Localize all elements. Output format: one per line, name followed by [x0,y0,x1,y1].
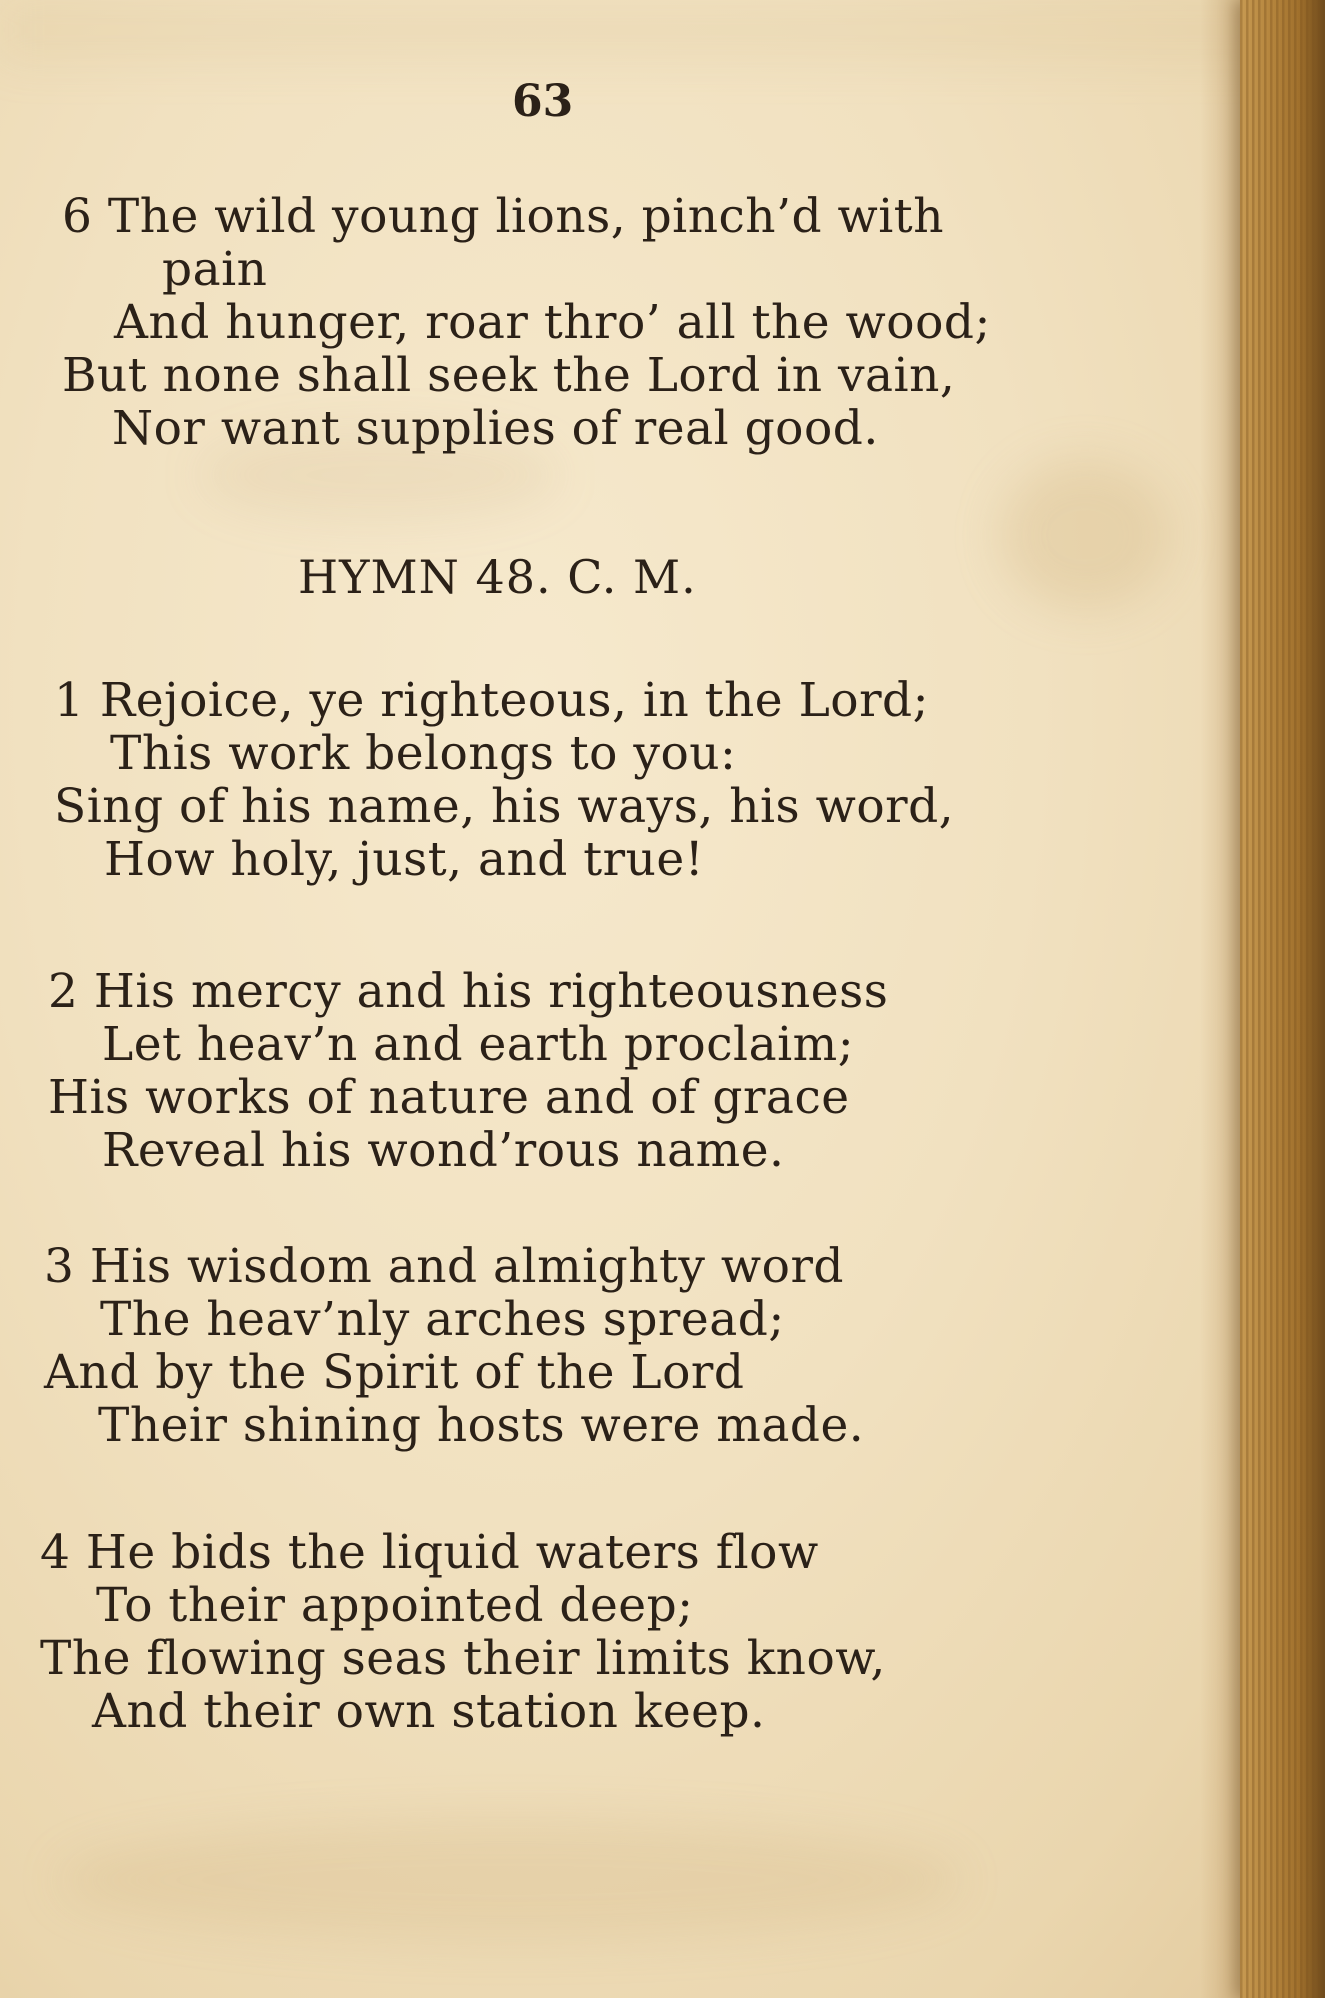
verse-line-text: Let heav’n and earth proclaim; [102,1017,855,1072]
verse-line-text: And their own station keep. [92,1684,766,1739]
verse-line [48,965,888,1018]
verse-line-text: The flowing seas their limits know, [40,1631,886,1686]
verse-line [40,1685,886,1738]
verse-line [44,1293,864,1346]
verse-line-text: To their appointed deep; [96,1578,694,1633]
verse-line-text: Their shining hosts were made. [98,1398,865,1453]
verse-line-text: Rejoice, ye righteous, in the Lord; [99,673,929,728]
verse-line [62,243,991,296]
verse-number: 2 [48,964,79,1019]
verse-line [62,349,991,402]
verse-6 [62,190,991,455]
verse-line [54,780,954,833]
verse-number: 6 [62,189,93,244]
verse-line-text: How holy, just, and true! [104,832,705,887]
verse-line [62,402,991,455]
verse-line-text: Nor want supplies of real good. [112,401,879,456]
verse-line-text: The wild young lions, pinch’d with [107,189,944,244]
verse-line [54,727,954,780]
verse-4 [40,1526,886,1738]
page-stain [60,1820,960,1940]
page-stain [1000,460,1170,610]
verse-3 [44,1240,864,1452]
verse-line [62,190,991,243]
verse-line-text: His works of nature and of grace [48,1070,850,1125]
hymn-title: HYMN 48. C. M. [298,550,697,604]
verse-line-text: His mercy and his righteousness [93,964,889,1019]
verse-line-text: He bids the liquid waters flow [85,1525,819,1580]
verse-line-text: And by the Spirit of the Lord [44,1345,745,1400]
verse-line [44,1399,864,1452]
verse-line-text: This work belongs to you: [110,726,737,781]
verse-line-text: His wisdom and almighty word [89,1239,844,1294]
page-edge [1240,0,1325,1998]
verse-line [48,1071,888,1124]
verse-line [62,296,991,349]
verse-1 [54,674,954,886]
verse-line [40,1526,886,1579]
verse-line [54,833,954,886]
page-number: 63 [512,76,574,127]
verse-line-text: Sing of his name, his ways, his word, [54,779,955,834]
page-stain [0,0,1325,60]
verse-2 [48,965,888,1177]
verse-line-text: Reveal his wond’rous name. [102,1123,785,1178]
verse-line [44,1240,864,1293]
verse-line-text: pain [162,242,268,297]
verse-line-text: And hunger, roar thro’ all the wood; [114,295,991,350]
verse-line [40,1632,886,1685]
verse-line [44,1346,864,1399]
verse-number: 4 [40,1525,71,1580]
verse-line-text: The heav’nly arches spread; [100,1292,785,1347]
verse-line [48,1018,888,1071]
verse-line [54,674,954,727]
verse-line-text: But none shall seek the Lord in vain, [62,348,956,403]
verse-line [40,1579,886,1632]
verse-number: 3 [44,1239,75,1294]
verse-line [48,1124,888,1177]
verse-number: 1 [54,673,85,728]
page-edge-shadow [1200,0,1240,1998]
